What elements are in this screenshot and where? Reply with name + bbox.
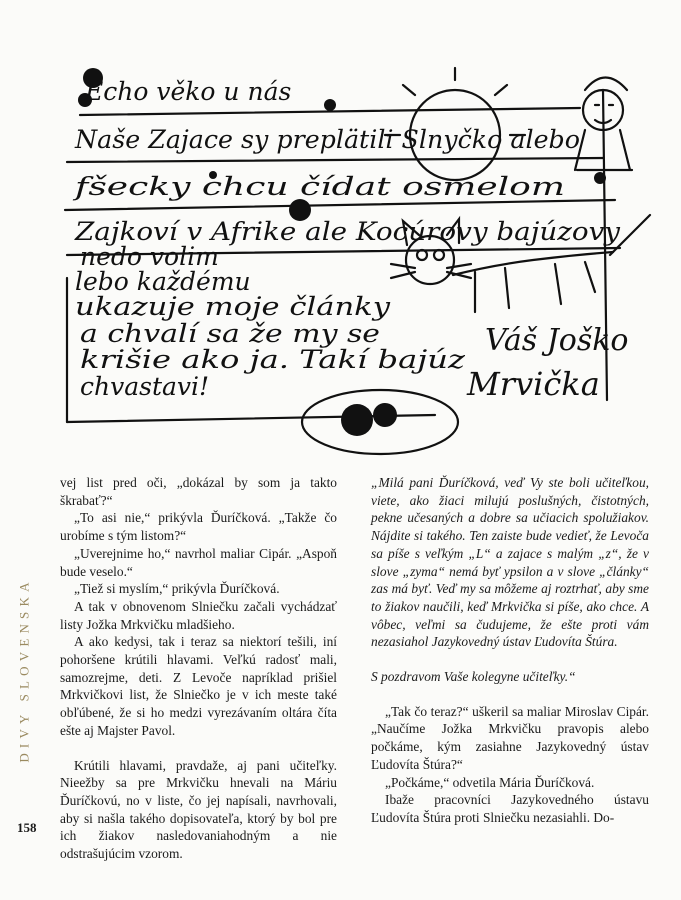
letter-closing: S pozdravom Vaše kolegyne učiteľky.“ bbox=[371, 669, 576, 685]
paragraph: „Uverejnime ho,“ navrhol maliar Cipár. „Aspoň bude veselo.“ bbox=[60, 545, 337, 579]
left-text-column bbox=[60, 474, 337, 863]
letter-line-6: lebo každému bbox=[75, 267, 251, 296]
paragraph: Krútili hlavami, pravdaže, aj pani učiteľky. Nieežby sa pre Mrkvičku hnevali na Máriu Ďuríčkovú, no v liste, čo jej napísali, navrhovali, aby si našla takého dopisovateľa, ktorý by bol pre ich žiakov nasledovaniahodným a nie odstrašujúcim vzorom. bbox=[60, 757, 337, 862]
letter-line-9: krišie ako ja. Takí bajúz bbox=[80, 345, 467, 374]
letter-line-8: a chvalí sa že my se bbox=[80, 319, 380, 348]
paragraph: „Počkáme,“ odvetila Mária Ďuríčková. bbox=[385, 774, 595, 790]
teachers-letter bbox=[371, 474, 649, 686]
paragraph: A ako kedysi, tak i teraz sa niektorí tešili, iní pohoršene krútili hlavami. Veľkú radosť mali, samozrejme, deti. Z Levoče napríklad prišiel Mrkvičkovi list, že Slniečko je v ich meste také obľúbené, že si ho medzi vyrezávaním oltára číta ešte aj Majster Pavol. bbox=[60, 634, 337, 738]
letter-line-4: Zajkoví v Afrike ale Kocúrovy bajúzovy bbox=[73, 217, 621, 246]
paragraph: „To asi nie,“ prikývla Ďuríčková. „Takže čo urobíme s tým listom?“ bbox=[60, 510, 337, 544]
letter-line-1: Echo věko u nás bbox=[85, 77, 292, 106]
letter-signature-1: Váš Joško bbox=[485, 323, 629, 358]
paragraph: A tak v obnovenom Slniečku začali vychádzať listy Jožka Mrkvičku mladšieho. bbox=[60, 598, 337, 632]
letter-line-5: nedo volim bbox=[80, 242, 219, 271]
page-number: 158 bbox=[17, 820, 37, 835]
right-text-column bbox=[371, 474, 649, 827]
letter-line-2: Naše Zajace sy preplätili Slnyčko alebo bbox=[73, 125, 580, 154]
sidebar-title-text: DIVY SLOVENSKA bbox=[17, 577, 33, 763]
paragraph: Ibaže pracovníci Jazykovedného ústavu Ľudovíta Štúra proti Slniečku nezasiahli. Do- bbox=[371, 792, 649, 825]
paragraph: „Tak čo teraz?“ uškeril sa maliar Miroslav Cipár. „Naučíme Jožka Mrkvičku pravopis alebo počkáme, kým zasiahne Jazykovedný ústav Ľudovíta Štúra?“ bbox=[371, 703, 649, 772]
paragraph: „Tiež si myslím,“ prikývla Ďuríčková. bbox=[74, 581, 280, 597]
paragraph: vej list pred oči, „dokázal by som ja takto škrabať?“ bbox=[60, 475, 337, 508]
sidebar-running-title bbox=[13, 540, 37, 800]
letter-line-3: fšecky chcu čídat osmelom bbox=[72, 172, 565, 201]
letter-line-10: chvastavi! bbox=[80, 372, 210, 401]
letter-body: „Milá pani Ďuríčková, veď Vy ste boli učiteľkou, viete, ako žiaci milujú poslušných, čistotných, pekne učesaných a dobre sa učiacich spolužiakov. Nájdite si takého. Ten zaiste bude vedieť, že Levoča sa píše s veľkým „L“ a zajace s malým „z“, že v slove „zyma“ nemá byť ypsilon a v slove „články“ zas má byť. Veď my sa môžeme aj roztrhať, aby sme to žiakov naučili, keď Mrkvička si píše, ako chce. A vôbec, veľmi sa čudujeme, že ešte proti vám nezasiahol Jazykovedný ústav Ľudovíta Štúra. bbox=[371, 475, 649, 650]
letter-signature-2: Mrvička bbox=[467, 365, 600, 403]
handwritten-letter-illustration bbox=[55, 50, 655, 465]
letter-line-7: ukazuje moje články bbox=[75, 292, 392, 321]
